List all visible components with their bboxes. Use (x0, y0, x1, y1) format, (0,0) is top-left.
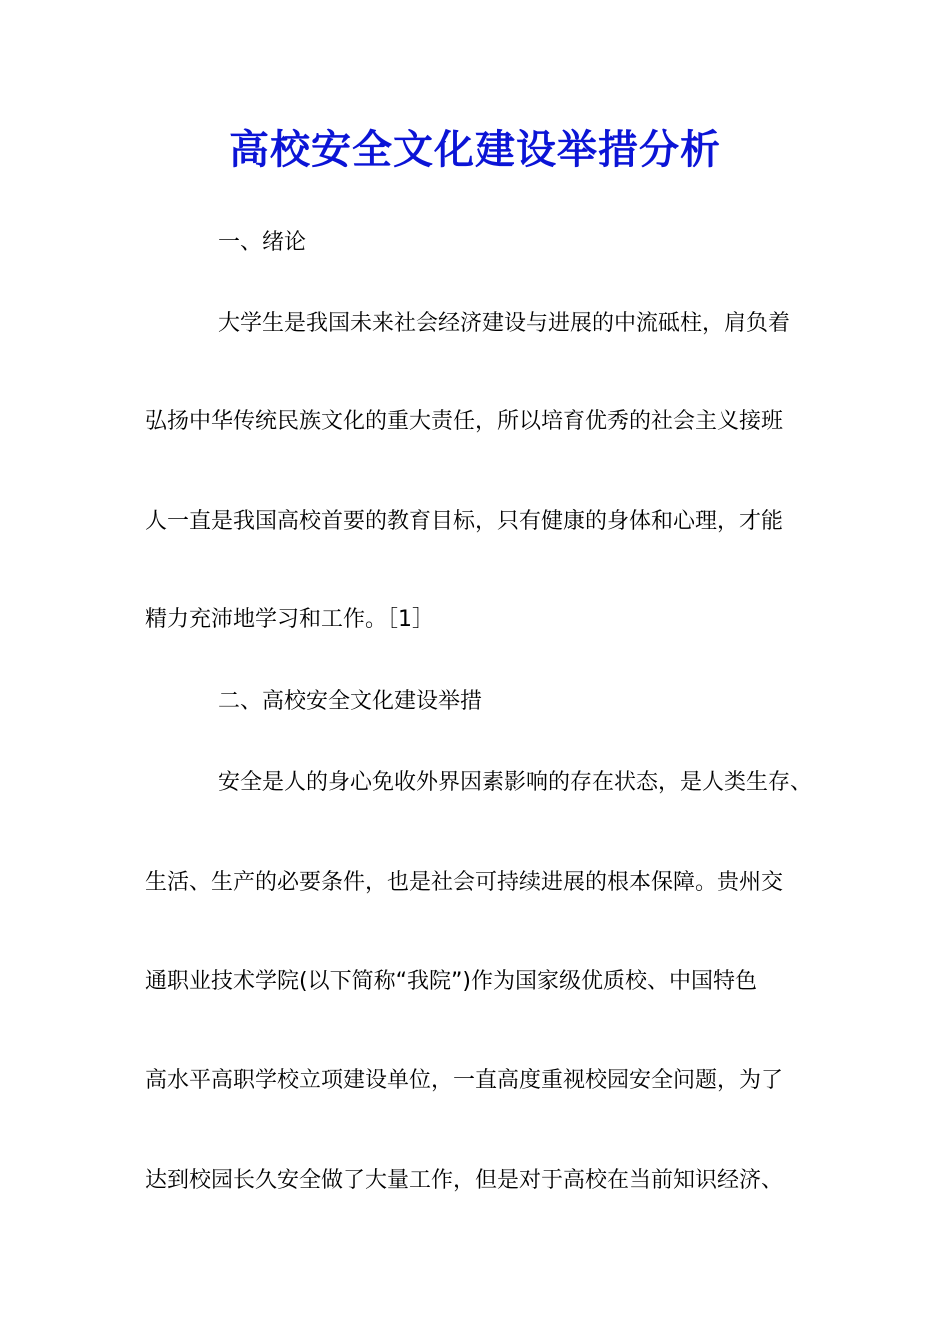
paragraph-line: 生活、生产的必要条件，也是社会可持续进展的根本保障。贵州交 (145, 870, 784, 895)
paragraph-line: 高水平高职学校立项建设单位，一直高度重视校园安全问题，为了 (145, 1068, 784, 1093)
paragraph-line: 通职业技术学院(以下简称“我院”)作为国家级优质校、中国特色 (145, 969, 757, 994)
paragraph-line: 达到校园长久安全做了大量工作，但是对于高校在当前知识经济、 (145, 1168, 784, 1193)
paragraph-line: 安全是人的身心免收外界因素影响的存在状态，是人类生存、 (218, 770, 813, 795)
section-heading: 二、高校安全文化建设举措 (218, 689, 483, 714)
paragraph-line: 大学生是我国未来社会经济建设与进展的中流砥柱，肩负着 (218, 311, 791, 336)
section-heading: 一、绪论 (218, 230, 307, 255)
paragraph-line: 人一直是我国高校首要的教育目标，只有健康的身体和心理，才能 (145, 509, 784, 534)
page-title: 高校安全文化建设举措分析 (229, 126, 721, 173)
paragraph-line: 弘扬中华传统民族文化的重大责任，所以培育优秀的社会主义接班 (145, 409, 784, 434)
paragraph-line: 精力充沛地学习和工作。［1］ (145, 607, 434, 632)
